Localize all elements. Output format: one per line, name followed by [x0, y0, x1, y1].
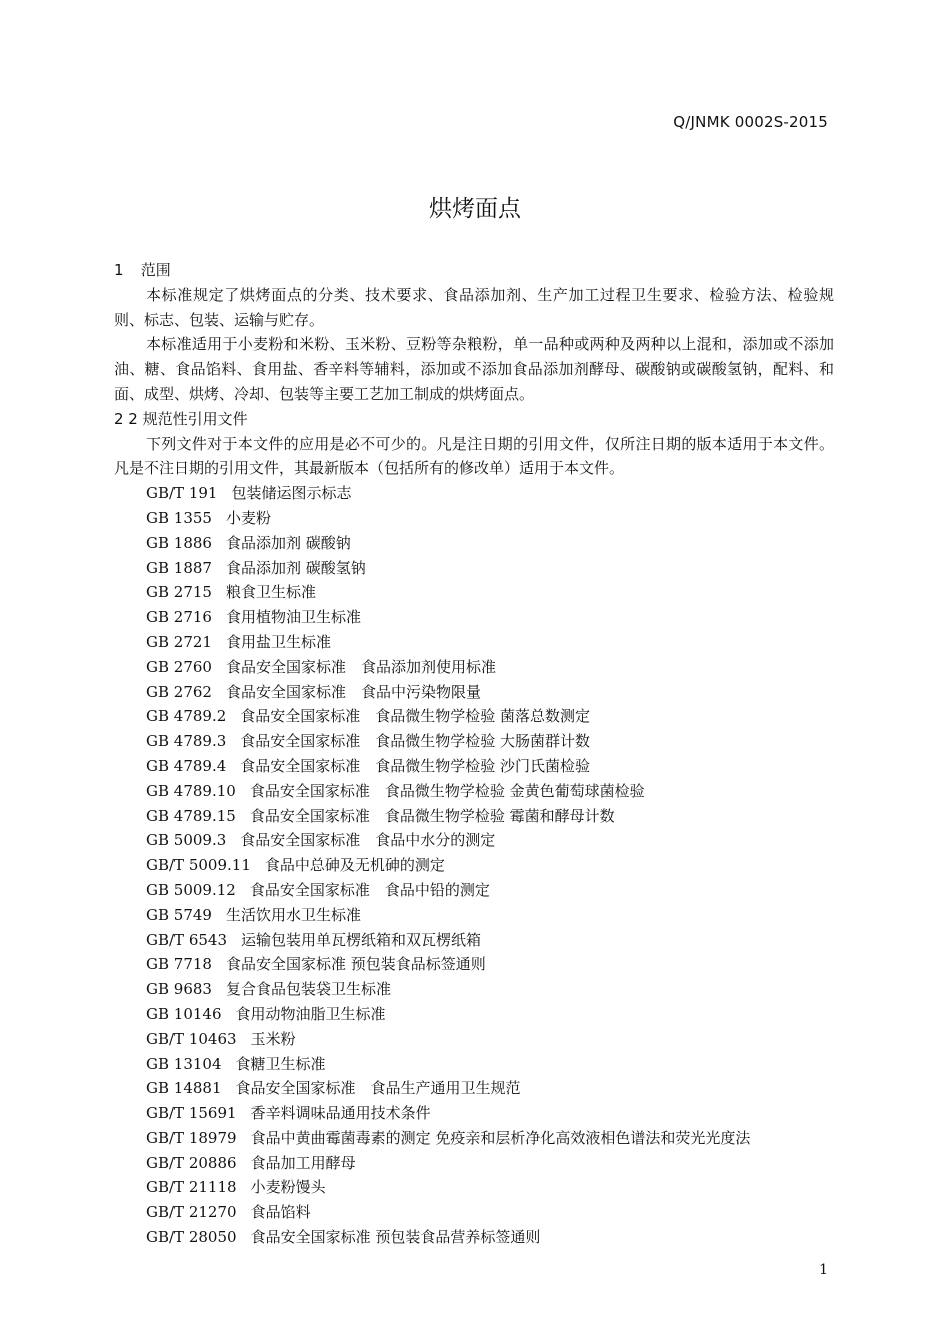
reference-title: 粮食卫生标准	[225, 583, 316, 602]
reference-item	[114, 754, 834, 779]
section-2-title: 规范性引用文件	[142, 409, 248, 428]
reference-title: 香辛料调味品通用技术条件	[250, 1104, 431, 1123]
scope-paragraph-1: 本标准规定了烘烤面点的分类、技术要求、食品添加剂、生产加工过程卫生要求、检验方法、检验规则、标志、包装、运输与贮存。	[114, 285, 834, 329]
reference-item	[114, 779, 834, 804]
reference-code: GB 1886	[146, 533, 212, 552]
reference-title: 食糖卫生标准	[235, 1054, 326, 1073]
reference-code: GB 4789.4	[146, 756, 227, 775]
reference-item	[114, 630, 834, 655]
reference-code: GB 5009.12	[146, 880, 236, 899]
reference-title: 包装储运图示标志	[231, 484, 352, 503]
reference-code: GB 2716	[146, 608, 212, 627]
reference-code: GB/T 21118	[146, 1178, 237, 1197]
reference-title: 食品添加剂 碳酸钠	[225, 533, 351, 552]
reference-item	[114, 804, 834, 829]
scope-paragraph-2: 本标准适用于小麦粉和米粉、玉米粉、豆粉等杂粮粉，单一品种或两种及两种以上混和，添加或不添加油、糖、食品馅料、食用盐、香辛料等辅料，添加或不添加食品添加剂酵母、碳酸钠或碳酸氢钠，配料、和面、成型、烘烤、冷却、包装等主要工艺加工制成的烘烤面点。	[114, 335, 834, 403]
reference-title: 食品安全国家标准 食品微生物学检验 沙门氏菌检验	[240, 756, 591, 775]
reference-item	[114, 680, 834, 705]
reference-item	[114, 977, 834, 1002]
reference-title: 小麦粉馒头	[250, 1178, 326, 1197]
reference-title: 运输包装用单瓦楞纸箱和双瓦楞纸箱	[241, 930, 482, 949]
reference-item	[114, 828, 834, 853]
reference-title: 食品安全国家标准 食品微生物学检验 霉菌和酵母计数	[249, 806, 615, 825]
reference-code: GB 2760	[146, 657, 212, 676]
reference-title: 复合食品包装袋卫生标准	[225, 980, 391, 999]
reference-code: GB 2721	[146, 632, 212, 651]
reference-title: 食品安全国家标准 食品微生物学检验 菌落总数测定	[240, 707, 591, 726]
reference-title: 玉米粉	[250, 1029, 296, 1048]
reference-code: GB 5009.3	[146, 831, 227, 850]
section-1-heading	[114, 258, 834, 283]
reference-code: GB/T 20886	[146, 1153, 237, 1172]
reference-item	[114, 1027, 834, 1052]
reference-item	[114, 704, 834, 729]
reference-item	[114, 1101, 834, 1126]
reference-item	[114, 481, 834, 506]
reference-code: GB 2762	[146, 682, 212, 701]
reference-item	[114, 903, 834, 928]
reference-title: 食用盐卫生标准	[225, 632, 331, 651]
reference-item	[114, 1076, 834, 1101]
reference-code: GB 1887	[146, 558, 212, 577]
reference-code: GB 1355	[146, 508, 212, 527]
reference-title: 食品安全国家标准 食品微生物学检验 金黄色葡萄球菌检验	[249, 781, 645, 800]
reference-title: 食品安全国家标准 食品微生物学检验 大肠菌群计数	[240, 732, 591, 751]
reference-title: 食品安全国家标准 预包装食品营养标签通则	[250, 1228, 541, 1247]
section-1-title: 范围	[140, 261, 171, 279]
reference-title: 食品加工用酵母	[250, 1153, 356, 1172]
section-1-number: 1	[114, 261, 124, 279]
document-title: 烘烤面点	[429, 196, 521, 222]
reference-item	[114, 1052, 834, 1077]
reference-code: GB 13104	[146, 1054, 222, 1073]
reference-item	[114, 531, 834, 556]
section-2-number: 2 2	[114, 409, 138, 428]
reference-item	[114, 853, 834, 878]
reference-item	[114, 1200, 834, 1225]
reference-item	[114, 556, 834, 581]
reference-title: 食品馅料	[250, 1203, 311, 1222]
reference-item	[114, 1225, 834, 1250]
reference-code: GB/T 191	[146, 484, 218, 503]
reference-code: GB/T 18979	[146, 1128, 237, 1147]
reference-title: 食品安全国家标准 食品中铅的测定	[249, 880, 490, 899]
reference-code: GB 14881	[146, 1079, 222, 1098]
reference-title: 食品安全国家标准 食品中水分的测定	[240, 831, 496, 850]
reference-title: 食用动物油脂卫生标准	[235, 1004, 386, 1023]
reference-item	[114, 655, 834, 680]
reference-item	[114, 1002, 834, 1027]
reference-title: 食用植物油卫生标准	[225, 608, 361, 627]
section-2-heading	[114, 407, 834, 432]
reference-code: GB/T 21270	[146, 1203, 237, 1222]
reference-code: GB 2715	[146, 583, 212, 602]
reference-code: GB/T 10463	[146, 1029, 237, 1048]
reference-code: GB 7718	[146, 955, 212, 974]
reference-item	[114, 1151, 834, 1176]
page-number: 1	[819, 1262, 828, 1278]
reference-title: 食品中黄曲霉菌毒素的测定 免疫亲和层析净化高效液相色谱法和荧光光度法	[250, 1128, 751, 1147]
reference-title: 食品安全国家标准 食品生产通用卫生规范	[235, 1079, 521, 1098]
reference-code: GB 4789.10	[146, 781, 236, 800]
reference-item	[114, 1175, 834, 1200]
reference-code: GB/T 15691	[146, 1104, 237, 1123]
reference-item	[114, 928, 834, 953]
reference-item	[114, 1126, 834, 1151]
reference-title: 生活饮用水卫生标准	[225, 905, 361, 924]
reference-item	[114, 605, 834, 630]
normative-references-paragraph: 下列文件对于本文件的应用是必不可少的。凡是注日期的引用文件，仅所注日期的版本适用于本文件。凡是不注日期的引用文件，其最新版本（包括所有的修改单）适用于本文件。	[114, 434, 834, 478]
reference-item	[114, 506, 834, 531]
reference-title: 食品添加剂 碳酸氢钠	[225, 558, 366, 577]
document-code: Q/JNMK 0002S-2015	[673, 113, 828, 131]
reference-item	[114, 580, 834, 605]
reference-title: 食品安全国家标准 食品添加剂使用标准	[225, 657, 496, 676]
reference-code: GB 4789.2	[146, 707, 227, 726]
reference-title: 小麦粉	[225, 508, 271, 527]
reference-item	[114, 952, 834, 977]
document-body	[114, 258, 834, 1250]
reference-title: 食品安全国家标准 预包装食品标签通则	[225, 955, 486, 974]
reference-title: 食品安全国家标准 食品中污染物限量	[225, 682, 481, 701]
reference-item	[114, 729, 834, 754]
reference-code: GB 4789.15	[146, 806, 236, 825]
reference-code: GB/T 5009.11	[146, 856, 251, 875]
reference-list	[114, 481, 834, 1250]
reference-code: GB 10146	[146, 1004, 222, 1023]
reference-code: GB 5749	[146, 905, 212, 924]
reference-item	[114, 878, 834, 903]
reference-code: GB 9683	[146, 980, 212, 999]
reference-title: 食品中总砷及无机砷的测定	[264, 856, 445, 875]
reference-code: GB 4789.3	[146, 732, 227, 751]
reference-code: GB/T 28050	[146, 1228, 237, 1247]
reference-code: GB/T 6543	[146, 930, 228, 949]
